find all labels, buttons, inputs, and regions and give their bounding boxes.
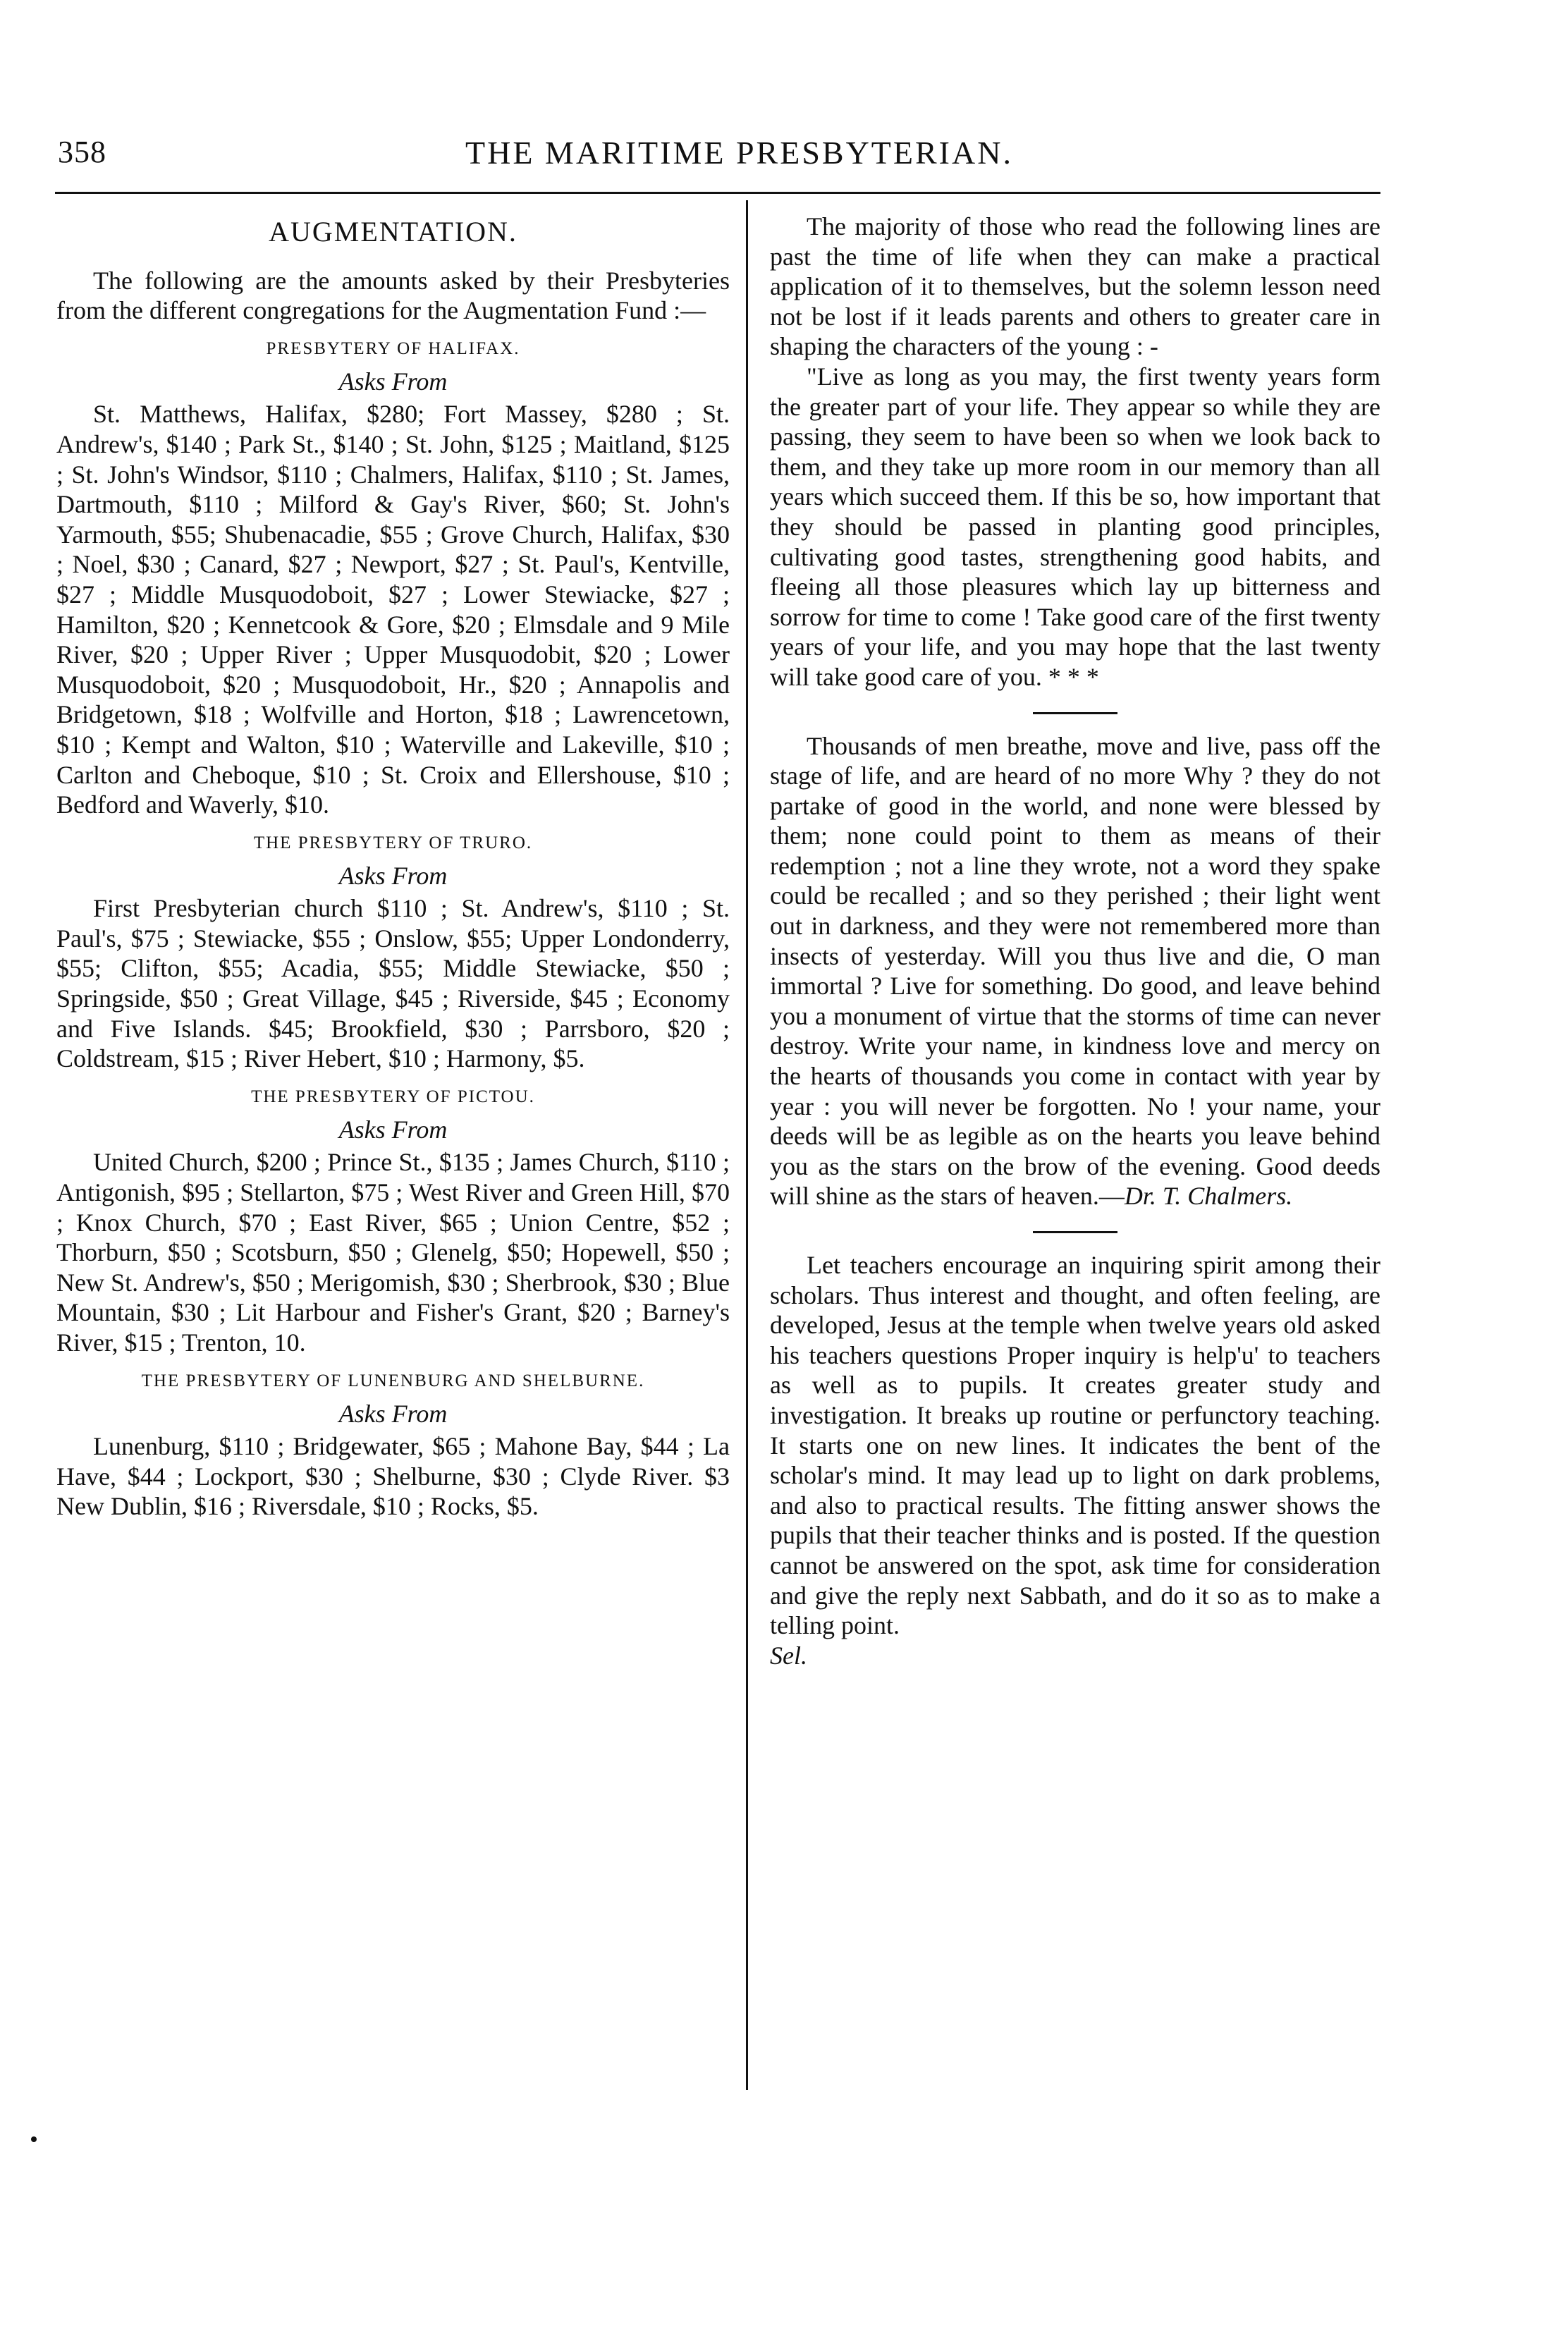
intro-paragraph: The following are the amounts asked by their Presbyteries from the different congregations for the Augmentation Fund :— [56, 266, 730, 325]
section-title: AUGMENTATION. [269, 216, 517, 247]
page-number: 358 [58, 135, 106, 169]
presbytery-list: United Church, $200 ; Prince St., $135 ; James Church, $110 ; Antigonish, $95 ; Stellarton, $75 ; West River and Green Hill, $70 ; Knox Church, $70 ; East River, $65 ; Union Centre, $52 ; Thorburn, $50 ; Scotsburn, $50 ; Glenelg, $50; Hopewell, $50 ; New St. Andrew's, $50 ; Merigomish, $30 ; Sherbrook, $30 ; Blue Mountain, $30 ; Lit Harbour and Fisher's Grant, $20 ; Barney's River, $15 ; Trenton, 10. [56, 1148, 730, 1357]
paragraph [770, 731, 1380, 1212]
selected-signature: Sel. [770, 1641, 807, 1670]
asks-from-label: Asks From [338, 367, 448, 396]
presbytery-heading: PRESBYTERY OF HALIFAX. [266, 338, 520, 358]
presbytery-list: Lunenburg, $110 ; Bridgewater, $65 ; Mahone Bay, $44 ; La Have, $44 ; Lockport, $30 ; Shelburne, $30 ; Clyde River. $3 New Dublin, $16 ; Riversdale, $10 ; Rocks, $5. [56, 1432, 730, 1521]
right-column [770, 212, 1380, 1670]
presbytery-heading: THE PRESBYTERY OF TRURO. [253, 833, 533, 852]
author-signature: Dr. T. Chalmers. [1124, 1182, 1293, 1211]
presbytery-heading: THE PRESBYTERY OF LUNENBURG AND SHELBURNE. [141, 1371, 645, 1390]
separator-rule [1033, 712, 1117, 714]
asks-from-label: Asks From [338, 861, 448, 890]
paragraph: Let teachers encourage an inquiring spirit among their scholars. Thus interest and thought, and often feeling, are developed, Jesus at the temple when twelve years old asked his teachers questions Proper inquiry is help'u' to teachers as well as to pupils. It creates greater study and investigation. It breaks up routine or perfunctory teaching. It starts one on new lines. It indicates the bent of the scholar's mind. It may lead up to light on dark problems, and also to practical results. The fitting answer shows the pupils that their teacher thinks and is posted. If the question cannot be answered on the spot, ask time for consideration and give the reply next Sabbath, and do it so as to make a telling point. [770, 1251, 1380, 1640]
presbytery-heading: THE PRESBYTERY OF PICTOU. [251, 1087, 535, 1106]
presbytery-list: First Presbyterian church $110 ; St. Andrew's, $110 ; St. Paul's, $75 ; Stewiacke, $55 ; Onslow, $55; Upper Londonderry, $55; Clifton, $55; Acadia, $55; Middle Stewiacke, $50 ; Springside, $50 ; Great Village, $45 ; Riverside, $45 ; Economy and Five Islands. $45; Brookfield, $30 ; Parrsboro, $20 ; Coldstream, $15 ; River Hebert, $10 ; Harmony, $5. [56, 894, 730, 1073]
asks-from-label: Asks From [338, 1115, 448, 1144]
separator-rule [1033, 1231, 1117, 1233]
paragraph-text: Thousands of men breathe, move and live, pass off the stage of life, and are heard of no more Why ? they do not partake of good in the world, and none were blessed by them; none could point to them as means of their redemption ; not a line they wrote, not a word they spake could be recalled ; and so they perished ; their light went out in darkness, and they were not remembered more than insects of yesterday. Will you thus live and die, O man immortal ? Live for something. Do good, and leave behind you a monument of virtue that the storms of time can never destroy. Write your name, in kindness love and mercy on the hearts of thousands you come in contact with year by year : you will never be forgotten. No ! your name, your deeds will be as legible as on the hearts you leave behind you as the stars on the brow of the evening. Good deeds will shine as the stars of heaven.— [770, 731, 1380, 1211]
left-column [56, 212, 730, 1522]
page-header [0, 134, 1568, 183]
header-rule [55, 192, 1380, 194]
paragraph: "Live as long as you may, the first twenty years form the greater part of your life. They appear so while they are passing, they seem to have been so when we look back to them, and they take up more room in our memory than all years which succeed them. If this be so, how important that they should be passed in planting good principles, cultivating good tastes, strengthening good habits, and fleeing all those pleasures which lay up bitterness and sorrow for time to come ! Take good care of the first twenty years of your life, and you may hope that the last twenty will take good care of you. * * * [770, 362, 1380, 691]
asks-from-label: Asks From [338, 1399, 448, 1428]
column-divider [746, 200, 748, 2090]
running-title: THE MARITIME PRESBYTERIAN. [465, 135, 1013, 171]
paragraph: The majority of those who read the following lines are past the time of life when they can make a practical application of it to themselves, but the solemn lesson need not be lost if it leads parents and others to greater care in shaping the characters of the young : - [770, 212, 1380, 361]
presbytery-list: St. Matthews, Halifax, $280; Fort Massey, $280 ; St. Andrew's, $140 ; Park St., $140 ; St. John, $125 ; Maitland, $125 ; St. John's Windsor, $110 ; Chalmers, Halifax, $110 ; St. James, Dartmouth, $110 ; Milford & Gay's River, $60; St. John's Yarmouth, $55; Shubenacadie, $55 ; Grove Church, Halifax, $30 ; Noel, $30 ; Canard, $27 ; Newport, $27 ; St. Paul's, Kentville, $27 ; Middle Musquodoboit, $27 ; Lower Stewiacke, $27 ; Hamilton, $20 ; Kennetcook & Gore, $20 ; Elmsdale and 9 Mile River, $20 ; Upper River ; Upper Musquodobit, $20 ; Lower Musquodoboit, $20 ; Musquodoboit, Hr., $20 ; Annapolis and Bridgetown, $18 ; Wolfville and Horton, $18 ; Lawrencetown, $10 ; Kempt and Walton, $10 ; Waterville and Lakeville, $10 ; Carlton and Cheboque, $10 ; St. Croix and Ellershouse, $10 ; Bedford and Waverly, $10. [56, 400, 730, 819]
margin-dot [31, 2136, 37, 2142]
